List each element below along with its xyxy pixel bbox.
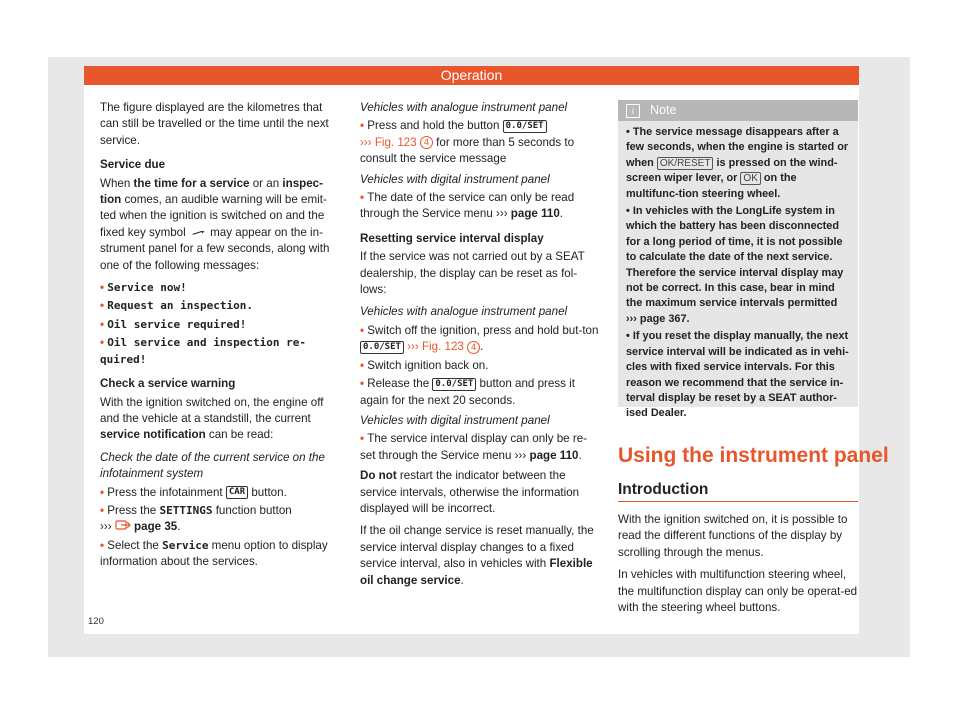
note-item: • In vehicles with the LongLife system in which the battery has been disconnected for a long period of time, it is not possible to calculate the date of the next service. Therefore the service interval display may not be correct. In this case, bear in mind the maximum service intervals permitted ››› page 367. <box>626 205 844 325</box>
bullet-item: • Press the SETTINGS function button ››› page 35. <box>100 503 292 534</box>
heading-service-due: Service due <box>100 158 166 172</box>
figure-ref[interactable]: Fig. 123 <box>371 135 420 149</box>
note-item: • The service message disappears after a few seconds, when the engine is started or when OK/RESET is pressed on the wind-screen wiper lever, or OK on the multifunc-tion steering wheel. <box>626 126 849 200</box>
heading-reset: Resetting service interval display <box>360 231 544 245</box>
header-bar: Operation <box>84 66 859 85</box>
wrench-icon <box>189 231 207 235</box>
page-ref[interactable]: page 367 <box>636 312 687 325</box>
page-ref[interactable]: page 110 <box>507 207 560 221</box>
figure-ref[interactable]: Fig. 123 <box>418 340 468 354</box>
column-2 <box>360 100 600 595</box>
note-box <box>618 100 858 420</box>
do-not-text: Do not restart the indicator between the service intervals, otherwise the information displayed will be incorrect. <box>360 469 580 515</box>
heading-check-warning: Check a service warning <box>100 377 236 391</box>
section-paragraph: With the ignition switched on, it is possible to read the different functions of the display by scrolling through the menus. <box>618 513 848 559</box>
callout-number: 4 <box>420 136 433 149</box>
message-item: • Oil service required! <box>100 317 247 331</box>
bullet-item: • Release the 0.0/SET button and press it again for the next 20 seconds. <box>360 377 575 407</box>
bullet-item: • The date of the service can only be read through the Service menu ››› page 110. <box>360 191 575 221</box>
reset-text: If the service was not carried out by a SEAT dealership, the display can be reset as fol-lows: <box>360 250 585 297</box>
italic-subhead: Check the date of the current service on the infotainment system <box>100 450 325 481</box>
italic-subhead: Vehicles with digital instrument panel <box>360 413 550 427</box>
bullet-item: • The service interval display can only be re-set through the Service menu ››› page 110. <box>360 432 588 462</box>
info-icon: i <box>626 104 640 118</box>
set-key-icon: 0.0/SET <box>503 120 547 133</box>
message-item: • Service now! <box>100 281 187 295</box>
bullet-item: • Press and hold the button 0.0/SET ››› Fig. 123 4 for more than 5 seconds to consult the service message <box>360 119 575 166</box>
oil-change-text: If the oil change service is reset manually, the service interval display changes to a fixed service interval, also in vehicles with Flexible oil change service. <box>360 524 594 587</box>
section-body <box>618 512 858 622</box>
note-item: • If you reset the display manually, the next service interval will be indicated as in vehi-cles with fixed service intervals. For this reason we recommend that the service in-terval display be reset by a SEAT author-ised Dealer. <box>626 330 849 420</box>
page-ref[interactable]: page 110 <box>526 448 579 462</box>
bullet-item: • Select the Service menu option to display information about the services. <box>100 538 328 569</box>
italic-subhead: Vehicles with analogue instrument panel <box>360 101 568 114</box>
page-link-icon <box>115 520 131 530</box>
section-title: Using the instrument panel <box>618 444 889 467</box>
page-ref[interactable]: page 35 <box>130 520 178 534</box>
italic-subhead: Vehicles with analogue instrument panel <box>360 305 568 319</box>
bullet-item: • Switch ignition back on. <box>360 358 489 372</box>
message-item: • Request an inspection. <box>100 299 253 313</box>
note-body <box>618 121 858 422</box>
intro-text: The figure displayed are the kilometres that can still be travelled or the time until the next service. <box>100 101 329 147</box>
bullet-item: • Switch off the ignition, press and hold but-ton 0.0/SET ››› Fig. 123 4 . <box>360 323 599 354</box>
message-item: • Oil service and inspection re-quired! <box>100 336 306 366</box>
service-due-text: When the time for a service or an inspec-tion comes, an audible warning will be emit-ted when the ignition is switched on and the fixed key symbol may appear on the in-strument panel for a few seconds, along with one of the following messages: <box>100 176 330 272</box>
section-paragraph: In vehicles with multifunction steering wheel, the multifunction display can only be operat-ed with the steering wheel buttons. <box>618 568 858 615</box>
italic-subhead: Vehicles with digital instrument panel <box>360 172 550 186</box>
column-1 <box>100 100 340 573</box>
set-key-icon: 0.0/SET <box>432 378 476 391</box>
bullet-item: • Press the infotainment CAR button. <box>100 485 287 499</box>
subsection-rule <box>618 501 858 502</box>
ok-reset-key: OK/RESET <box>657 157 714 170</box>
car-key-icon: CAR <box>226 486 248 499</box>
set-key-icon: 0.0/SET <box>360 341 404 354</box>
page-number: 120 <box>88 616 104 627</box>
callout-number: 4 <box>467 341 480 354</box>
note-header: i Note <box>618 100 858 121</box>
subsection-title: Introduction <box>618 481 709 498</box>
check-warning-text: With the ignition switched on, the engine off and the vehicle at a standstill, the current service notification can be read: <box>100 395 324 442</box>
ok-key: OK <box>740 172 760 185</box>
